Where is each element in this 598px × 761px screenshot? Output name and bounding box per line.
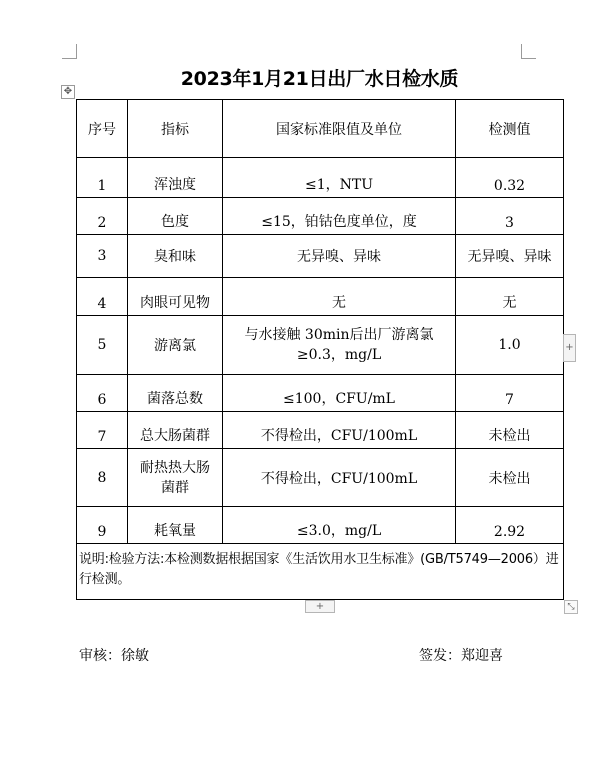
row-number: 1 — [77, 158, 128, 198]
table-row — [77, 158, 564, 198]
row-value: 未检出 — [456, 449, 564, 507]
table-note-row — [77, 544, 564, 600]
row-value: 3 — [456, 198, 564, 235]
header-cell: 检测值 — [456, 100, 564, 158]
row-item: 臭和味 — [128, 235, 223, 278]
row-number: 3 — [77, 235, 128, 278]
row-number: 8 — [77, 449, 128, 507]
row-limit: ≤3.0，mg/L — [223, 507, 456, 544]
table-row — [77, 507, 564, 544]
row-number: 4 — [77, 278, 128, 316]
row-limit: 无异嗅、异味 — [223, 235, 456, 278]
table-header-row — [77, 100, 564, 158]
table-move-handle-icon[interactable]: ✥ — [61, 85, 75, 99]
table-note: 说明:检验方法:本检测数据根据国家《生活饮用水卫生标准》(GB/T5749—2006）进行检测。 — [77, 544, 564, 600]
row-value: 无 — [456, 278, 564, 316]
row-item: 耗氧量 — [128, 507, 223, 544]
row-item: 肉眼可见物 — [128, 278, 223, 316]
row-value: 7 — [456, 375, 564, 412]
reviewer-signature: 审核：徐敏 — [79, 648, 149, 664]
table-row — [77, 375, 564, 412]
row-item: 游离氯 — [128, 316, 223, 375]
row-value: 未检出 — [456, 412, 564, 449]
row-value: 无异嗅、异味 — [456, 235, 564, 278]
water-quality-table — [76, 99, 564, 600]
table-resize-handle-icon[interactable]: ⤡ — [564, 600, 578, 614]
row-item: 浑浊度 — [128, 158, 223, 198]
document-title: 2023年1月21日出厂水日检水质 — [180, 68, 459, 90]
row-limit: ≤15，铂钴色度单位，度 — [223, 198, 456, 235]
header-cell: 指标 — [128, 100, 223, 158]
row-limit: 不得检出，CFU/100mL — [223, 412, 456, 449]
row-item: 菌落总数 — [128, 375, 223, 412]
table-row — [77, 316, 564, 375]
row-limit: 与水接触 30min后出厂游离氯≥0.3，mg/L — [223, 316, 456, 375]
row-item: 总大肠菌群 — [128, 412, 223, 449]
row-limit: ≤100，CFU/mL — [223, 375, 456, 412]
issuer-signature: 签发：郑迎喜 — [419, 648, 503, 664]
header-cell: 国家标准限值及单位 — [223, 100, 456, 158]
row-number: 5 — [77, 316, 128, 375]
row-item: 色度 — [128, 198, 223, 235]
add-row-button[interactable]: + — [305, 600, 335, 613]
row-limit: 不得检出，CFU/100mL — [223, 449, 456, 507]
row-number: 2 — [77, 198, 128, 235]
page-corner-mark-top-left — [62, 44, 77, 59]
table-row — [77, 412, 564, 449]
row-limit: ≤1，NTU — [223, 158, 456, 198]
table-row — [77, 235, 564, 278]
row-number: 7 — [77, 412, 128, 449]
row-value: 1.0 — [456, 316, 564, 375]
table-row — [77, 449, 564, 507]
row-number: 9 — [77, 507, 128, 544]
row-value: 2.92 — [456, 507, 564, 544]
table-row — [77, 198, 564, 235]
row-item: 耐热热大肠菌群 — [128, 449, 223, 507]
row-limit: 无 — [223, 278, 456, 316]
header-cell: 序号 — [77, 100, 128, 158]
table-row — [77, 278, 564, 316]
row-value: 0.32 — [456, 158, 564, 198]
row-number: 6 — [77, 375, 128, 412]
add-column-button[interactable]: + — [563, 334, 576, 362]
page-corner-mark-top-right — [521, 44, 536, 59]
